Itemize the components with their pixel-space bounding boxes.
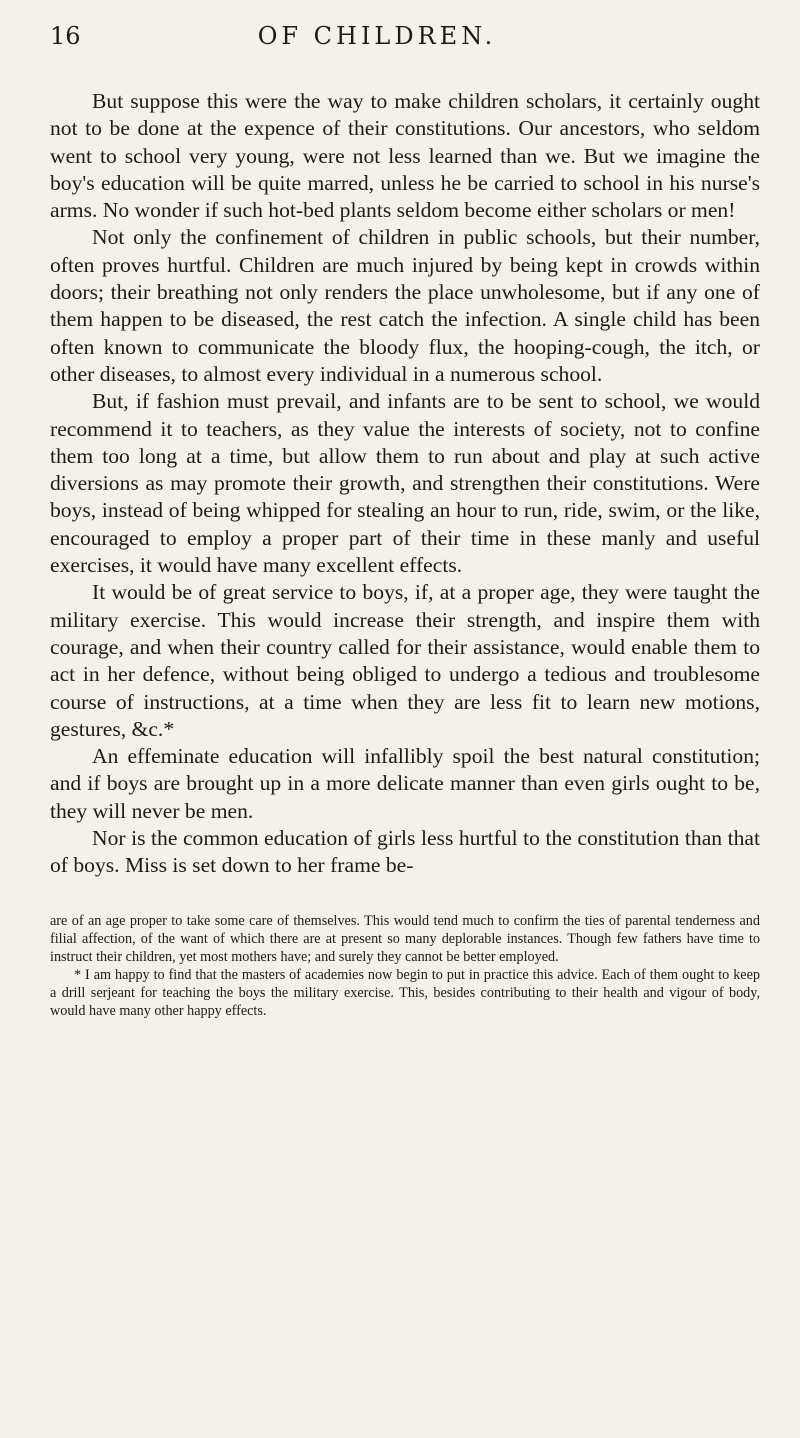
footnote-continuation: are of an age proper to take some care of themselves. This would tend much to confirm the ties of parental tenderness and filial affection, of the want of which there are at present so many deplorable instances. Though few fathers have time to instruct their children, yet most mothers have; and surely they cannot be better employed. bbox=[50, 912, 760, 965]
paragraph: Not only the confinement of children in public schools, but their number, often proves hurtful. Children are much injured by being kept in crowds within doors; their breathing not only renders the place unwholesome, but if any one of them happen to be diseased, the rest catch the infection. A single child has been often known to communicate the bloody flux, the hooping-cough, the itch, or other diseases, to almost every individual in a numerous school. bbox=[50, 225, 760, 386]
paragraph: An effeminate education will infallibly spoil the best natural constitution; and if boys are brought up in a more delicate manner than even girls ought to be, they will never be men. bbox=[50, 744, 760, 823]
paragraph: Nor is the common education of girls less hurtful to the constitution than that of boys. Miss is set down to her frame be- bbox=[50, 826, 760, 878]
footnote: * I am happy to find that the masters of academies now begin to put in practice this advice. Each of them ought to keep a drill serjeant for teaching the boys the military exercise. This, besides contributing to their health and vigour of body, would have many other happy effects. bbox=[50, 966, 760, 1019]
paragraph: But, if fashion must prevail, and infants are to be sent to school, we would recommend it to teachers, as they value the interests of society, not to confine them too long at a time, but allow them to run about and play at such active diversions as may promote their growth, and strengthen their constitutions. Were boys, instead of being whipped for stealing an hour to run, ride, swim, or the like, encouraged to employ a proper part of their time in these manly and useful exercises, it would have many excellent effects. bbox=[50, 389, 760, 578]
paragraph: But suppose this were the way to make children scholars, it certainly ought not to be done at the expence of their constitutions. Our ancestors, who seldom went to school very young, were not less learned than we. But we imagine the boy's education will be quite marred, unless he be carried to school in his nurse's arms. No wonder if such hot-bed plants seldom become either scholars or men! bbox=[50, 89, 760, 223]
footnotes bbox=[50, 912, 760, 1020]
body-text bbox=[50, 88, 760, 880]
page-number: 16 bbox=[50, 22, 81, 50]
running-head bbox=[50, 22, 760, 68]
running-title: OF CHILDREN. bbox=[257, 22, 497, 50]
paragraph: It would be of great service to boys, if, at a proper age, they were taught the military exercise. This would increase their strength, and inspire them with courage, and when their country called for their assistance, would enable them to act in her defence, without being obliged to undergo a tedious and troublesome course of instructions, at a time when they are less fit to learn new motions, gestures, &c.* bbox=[50, 580, 760, 741]
